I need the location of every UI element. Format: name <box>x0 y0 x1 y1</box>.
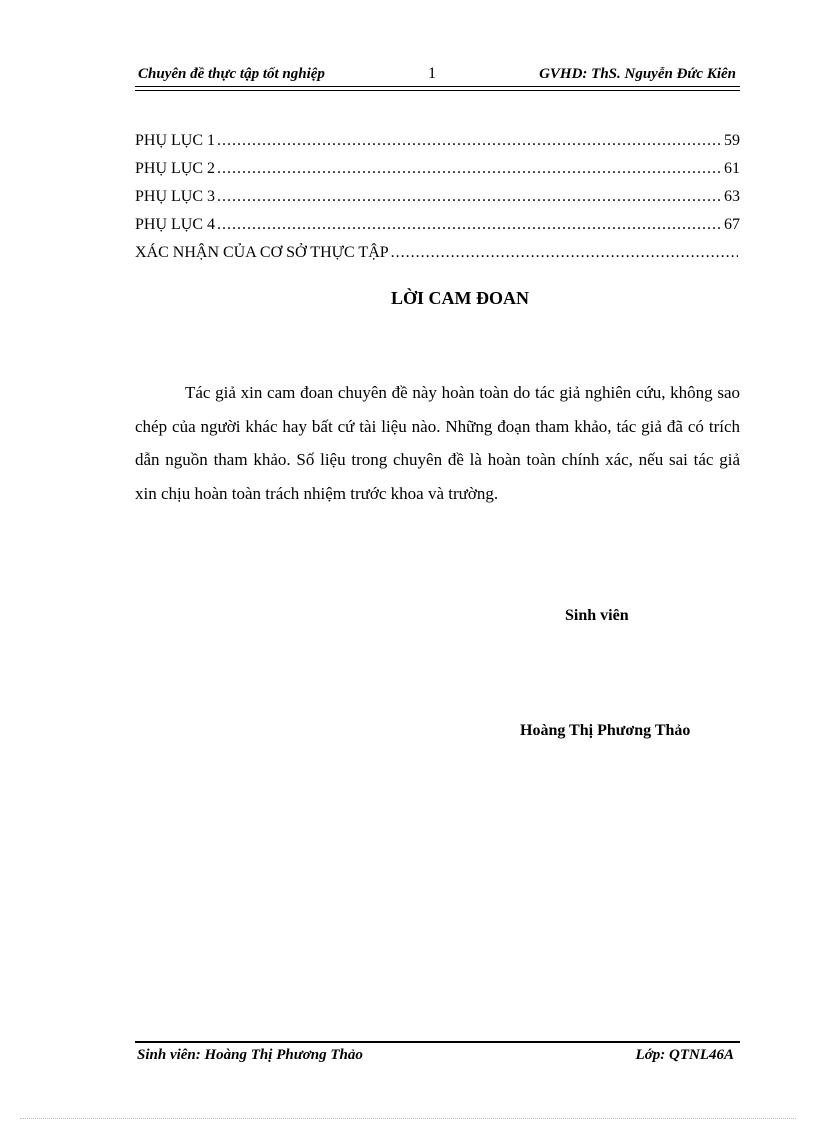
toc-entry-page: 61 <box>724 160 740 177</box>
signer-name: Hoàng Thị Phương Thảo <box>520 722 691 739</box>
toc-leader-dots <box>391 244 738 262</box>
header-document-type: Chuyên đề thực tập tốt nghiệp <box>138 66 325 82</box>
table-of-contents <box>135 132 740 272</box>
toc-row[interactable] <box>135 244 740 272</box>
toc-entry-label: PHỤ LỤC 3 <box>135 188 216 205</box>
toc-entry-label: XÁC NHẬN CỦA CƠ SỞ THỰC TẬP <box>135 244 389 261</box>
footer-rule <box>135 1041 740 1043</box>
toc-entry-page: 67 <box>724 216 740 233</box>
toc-entry-page: 59 <box>724 132 740 149</box>
toc-leader-dots <box>217 216 722 234</box>
page-header <box>135 64 740 88</box>
page-footer <box>135 1046 740 1068</box>
toc-row[interactable] <box>135 216 740 244</box>
toc-row[interactable] <box>135 132 740 160</box>
header-rule <box>135 86 740 91</box>
toc-leader-dots <box>217 160 722 178</box>
toc-row[interactable] <box>135 188 740 216</box>
header-page-number: 1 <box>428 65 436 82</box>
header-supervisor: GVHD: ThS. Nguyễn Đức Kiên <box>539 66 736 82</box>
signer-role: Sinh viên <box>565 607 629 624</box>
toc-entry-label: PHỤ LỤC 1 <box>135 132 216 149</box>
toc-row[interactable] <box>135 160 740 188</box>
footer-class: Lớp: QTNL46A <box>635 1047 734 1063</box>
page-edge-divider <box>20 1118 796 1119</box>
toc-leader-dots <box>217 132 722 150</box>
section-title: LỜI CAM ĐOAN <box>391 288 529 308</box>
toc-leader-dots <box>217 188 722 206</box>
declaration-paragraph: Tác giả xin cam đoan chuyên đề này hoàn toàn do tác giả nghiên cứu, không sao chép của người khác hay bất cứ tài liệu nào. Những đoạn tham khảo, tác giả đã có trích dẫn nguồn tham khảo. Số liệu trong chuyên đề là hoàn toàn chính xác, nếu sai tác giả xin chịu hoàn toàn trách nhiệm trước khoa và trường. <box>135 383 740 503</box>
footer-student: Sinh viên: Hoàng Thị Phương Thảo <box>137 1047 363 1063</box>
toc-entry-label: PHỤ LỤC 2 <box>135 160 216 177</box>
toc-entry-label: PHỤ LỤC 4 <box>135 216 216 233</box>
toc-entry-page: 63 <box>724 188 740 205</box>
